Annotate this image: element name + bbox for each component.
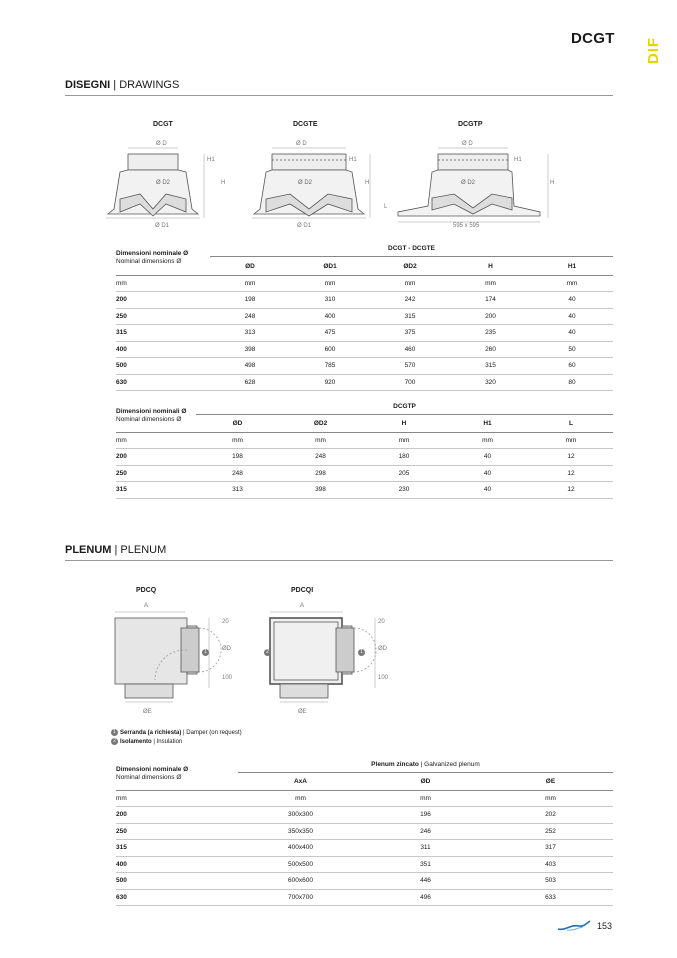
table2-group-line [196, 414, 613, 415]
table2-col: H1 [446, 416, 529, 432]
table-row: mm mm mm mm mm mm [116, 432, 613, 449]
legend [111, 729, 242, 747]
table-row: 200 300x300 196 202 [116, 807, 613, 824]
damper-badge: 1 [358, 649, 365, 656]
drawing-label: DCGT [153, 121, 173, 128]
wave-logo-icon [557, 920, 591, 932]
table3-left-header: Dimensioni nominale Ø Nominal dimensions Ø [116, 766, 189, 781]
dim-20: 20 [222, 619, 229, 625]
dim-h: H [550, 180, 555, 186]
dim-d: Ø D [296, 141, 307, 147]
table2-col: ØD2 [279, 416, 362, 432]
legend-item: 1 Serranda (a richiesta) | Damper (on request) [111, 729, 242, 738]
table-row: mm mm mm mm [116, 790, 613, 807]
page-title: DCGT [571, 30, 615, 47]
table1-col: ØD2 [370, 259, 450, 275]
side-tab-label: DIF [645, 36, 663, 65]
drawing-label: DCGTP [458, 121, 483, 128]
table2-group-header: DCGTP [393, 403, 416, 410]
table-row: 630 628 920 700 320 80 [116, 374, 613, 391]
dcgt-drawing [106, 148, 204, 218]
table-row: 500 498 785 570 315 60 [116, 358, 613, 375]
dim-h: H [221, 180, 226, 186]
table2-col: H [362, 416, 446, 432]
table3-group-line [238, 772, 613, 773]
table-row: 200 198 310 242 174 40 [116, 292, 613, 309]
table-plenum [116, 774, 613, 906]
page-number: 153 [597, 921, 613, 931]
dim-20: 20 [378, 619, 385, 625]
dim-l: L [384, 204, 388, 210]
dim-d1: Ø D1 [297, 223, 312, 229]
table-row: 315 313 398 230 40 12 [116, 482, 613, 499]
table2-col: ØD [196, 416, 279, 432]
dim-a: A [144, 603, 149, 609]
table-row: mm mm mm mm mm mm [116, 275, 613, 292]
table-row: 630 700x700 496 633 [116, 889, 613, 906]
section-title-plenum: PLENUM | PLENUM [65, 544, 167, 556]
table-row: 400 398 600 460 260 50 [116, 341, 613, 358]
table-row: 250 350x350 246 252 [116, 823, 613, 840]
dim-a: A [300, 603, 305, 609]
dim-d2: Ø D2 [461, 180, 476, 186]
table3-corner [116, 774, 238, 790]
table1-col: H [450, 259, 531, 275]
dim-595: 595 x 595 [453, 223, 480, 229]
section-divider [65, 95, 613, 96]
table-row: 315 400x400 311 317 [116, 840, 613, 857]
table3-group-header: Plenum zincato | Galvanized plenum [371, 761, 480, 768]
table1-col: H1 [531, 259, 613, 275]
table2-col: L [529, 416, 613, 432]
diffuser-drawings [100, 134, 580, 234]
insulation-badge: 2 [264, 649, 271, 656]
table-row: 315 313 475 375 235 40 [116, 325, 613, 342]
table1-left-header: Dimensioni nominale Ø Nominal dimensions Ø [116, 250, 189, 265]
dim-d: ØD [222, 646, 231, 652]
dim-d2: Ø D2 [298, 180, 313, 186]
dim-h: H [365, 180, 370, 186]
table2-corner [116, 416, 196, 432]
section-divider [65, 560, 613, 561]
dim-h1: H1 [349, 157, 357, 163]
table-dcgt [116, 259, 613, 391]
section-title-drawings: DISEGNI | DRAWINGS [65, 79, 180, 91]
table-dcgtp [116, 416, 613, 499]
table-row: 200 198 248 180 40 12 [116, 449, 613, 466]
damper-badge: 1 [202, 649, 209, 656]
dim-100: 100 [378, 675, 389, 681]
dim-e: ØE [298, 709, 307, 715]
dim-d: Ø D [156, 141, 167, 147]
table-row: 250 248 298 205 40 12 [116, 465, 613, 482]
drawing-label: DCGTE [293, 121, 318, 128]
table3-col: AxA [238, 774, 363, 790]
table3-col: ØD [363, 774, 488, 790]
dim-d1: Ø D1 [155, 223, 170, 229]
table2-left-header: Dimensioni nominali Ø Nominal dimensions Ø [116, 408, 187, 423]
side-tab [645, 26, 677, 72]
table3-col: ØE [488, 774, 613, 790]
dim-e: ØE [143, 709, 152, 715]
table1-col: ØD1 [290, 259, 370, 275]
dim-d: ØD [378, 646, 387, 652]
dim-h1: H1 [514, 157, 522, 163]
table-row: 250 248 400 315 200 40 [116, 308, 613, 325]
table1-corner [116, 259, 210, 275]
dim-100: 100 [222, 675, 233, 681]
legend-item: 2 Isolamento | Insulation [111, 738, 242, 747]
table1-col: ØD [210, 259, 290, 275]
drawing-label: PDCQ [136, 587, 157, 594]
drawing-label: PDCQI [291, 587, 314, 594]
dim-h1: H1 [207, 157, 215, 163]
table1-group-line [210, 256, 613, 257]
dim-d: Ø D [462, 141, 473, 147]
dim-d2: Ø D2 [156, 180, 171, 186]
table-row: 400 500x500 351 403 [116, 856, 613, 873]
table1-group-header: DCGT - DCGTE [388, 245, 435, 252]
table-row: 500 600x600 446 503 [116, 873, 613, 890]
